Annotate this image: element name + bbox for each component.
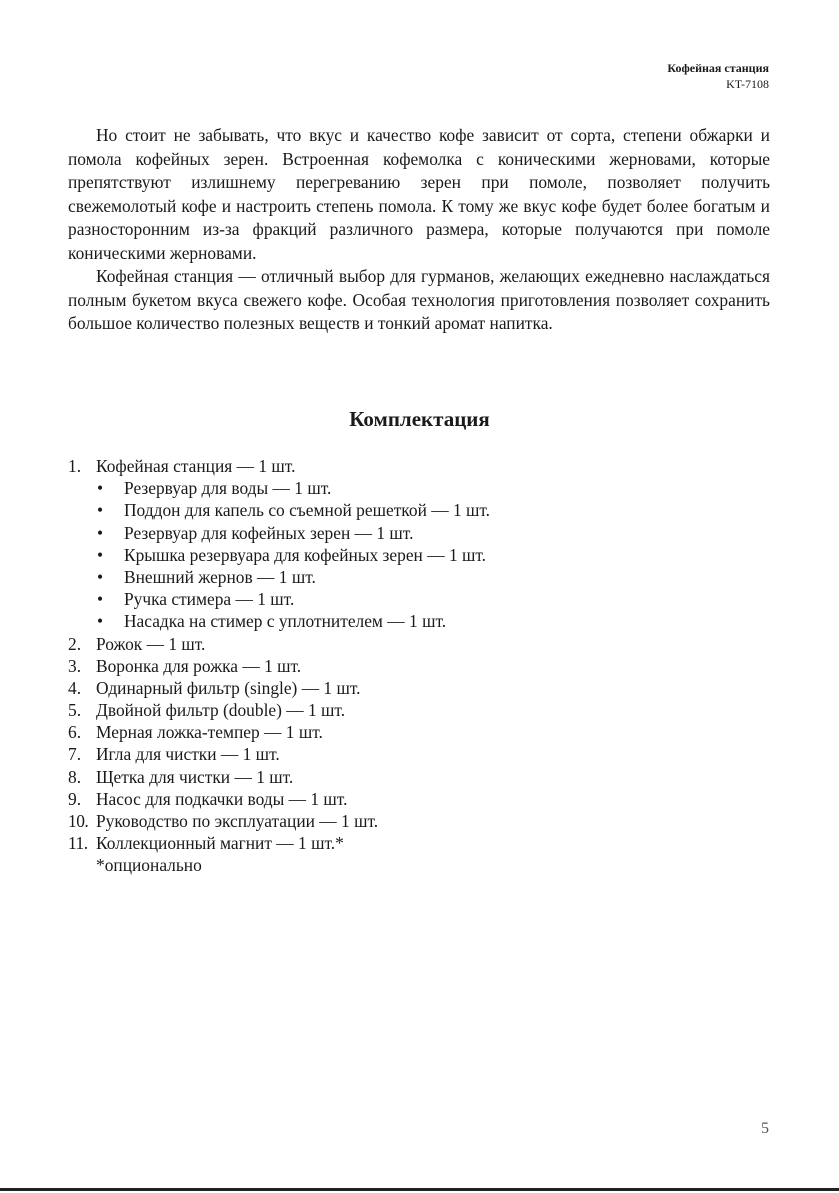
contents-list bbox=[68, 455, 778, 877]
footnote: *опционально bbox=[96, 855, 202, 876]
sub-item-text: Резервуар для воды — 1 шт. bbox=[124, 478, 332, 499]
item-number: 7. bbox=[68, 744, 82, 765]
item-number: 4. bbox=[68, 677, 82, 698]
item-text: Щетка для чистки — 1 шт. bbox=[96, 766, 294, 787]
header-model: KT-7108 bbox=[726, 77, 769, 91]
header-title: Кофейная станция bbox=[667, 61, 769, 75]
page-header bbox=[667, 60, 769, 92]
item-number: 9. bbox=[68, 788, 82, 809]
item-text: Воронка для рожка — 1 шт. bbox=[96, 655, 302, 676]
sub-item-text: Поддон для капель со съемной решеткой — 1 шт. bbox=[124, 500, 491, 521]
list-item bbox=[68, 743, 778, 765]
bullet-icon: • bbox=[97, 566, 104, 587]
item-text: Коллекционный магнит — 1 шт.* bbox=[96, 833, 344, 854]
sub-item bbox=[68, 477, 778, 499]
list-item bbox=[68, 655, 778, 677]
list-item bbox=[68, 810, 778, 832]
item-text: Руководство по эксплуатации — 1 шт. bbox=[96, 811, 379, 831]
item-number: 1. bbox=[68, 456, 82, 476]
bullet-icon: • bbox=[97, 589, 104, 610]
bullet-icon: • bbox=[97, 500, 104, 521]
sub-item bbox=[68, 566, 778, 588]
item-number: 8. bbox=[68, 766, 82, 787]
intro-paragraph: Но стоит не забывать, что вкус и качество кофе зависит от сорта, степени обжарки и помола кофейных зерен. Встроенная кофемолка с коническими жерновами, которые препятствуют излишнему перегреванию зерен при помоле, позволяет получить свежемолотый кофе и настроить степень помола. К тому же вкус кофе будет более богатым и разносторонним из-за фракций различного размера, которые получаются при помоле коническими жерновами. bbox=[68, 125, 770, 263]
list-item bbox=[68, 455, 778, 477]
item-number: 3. bbox=[68, 655, 82, 676]
item-text: Кофейная станция — 1 шт. bbox=[96, 456, 296, 476]
list-item bbox=[68, 677, 778, 699]
sub-item-text: Ручка стимера — 1 шт. bbox=[124, 589, 295, 610]
page-number: 5 bbox=[761, 1120, 769, 1137]
list-item bbox=[68, 721, 778, 743]
bullet-icon: • bbox=[97, 544, 104, 565]
sub-item bbox=[68, 610, 778, 632]
section-title: Комплектация bbox=[349, 407, 490, 431]
sub-item-text: Резервуар для кофейных зерен — 1 шт. bbox=[124, 522, 414, 543]
item-text: Игла для чистки — 1 шт. bbox=[96, 744, 280, 765]
item-text: Двойной фильтр (double) — 1 шт. bbox=[96, 700, 346, 721]
list-item bbox=[68, 832, 778, 854]
sub-item bbox=[68, 544, 778, 566]
item-text: Рожок — 1 шт. bbox=[96, 633, 206, 654]
sub-item bbox=[68, 588, 778, 610]
list-item bbox=[68, 766, 778, 788]
item-number: 2. bbox=[68, 633, 82, 654]
item-text: Одинарный фильтр (single) — 1 шт. bbox=[96, 677, 361, 698]
sub-item bbox=[68, 522, 778, 544]
item-number: 10. bbox=[68, 811, 89, 831]
list-item bbox=[68, 699, 778, 721]
item-text: Мерная ложка-темпер — 1 шт. bbox=[96, 722, 323, 743]
item-number: 5. bbox=[68, 700, 82, 721]
item-number: 6. bbox=[68, 722, 82, 743]
bullet-icon: • bbox=[97, 478, 104, 499]
sub-item bbox=[68, 499, 778, 521]
list-item bbox=[68, 633, 778, 655]
item-text: Насос для подкачки воды — 1 шт. bbox=[96, 788, 348, 809]
bullet-icon: • bbox=[97, 611, 104, 632]
sub-item-text: Внешний жернов — 1 шт. bbox=[124, 566, 316, 587]
bullet-icon: • bbox=[97, 522, 104, 543]
sub-item-text: Крышка резервуара для кофейных зерен — 1 шт. bbox=[124, 544, 487, 565]
sub-item-text: Насадка на стимер с уплотнителем — 1 шт. bbox=[124, 611, 447, 632]
bottom-border bbox=[0, 1188, 839, 1191]
item-number: 11. bbox=[68, 833, 88, 854]
list-item bbox=[68, 788, 778, 810]
intro-paragraph: Кофейная станция — отличный выбор для гурманов, желающих ежедневно наслаждаться полным букетом вкуса свежего кофе. Особая технология приготовления позволяет сохранить большое количество полезных веществ и тонкий аромат напитка. bbox=[68, 266, 770, 333]
intro-text bbox=[68, 124, 770, 336]
